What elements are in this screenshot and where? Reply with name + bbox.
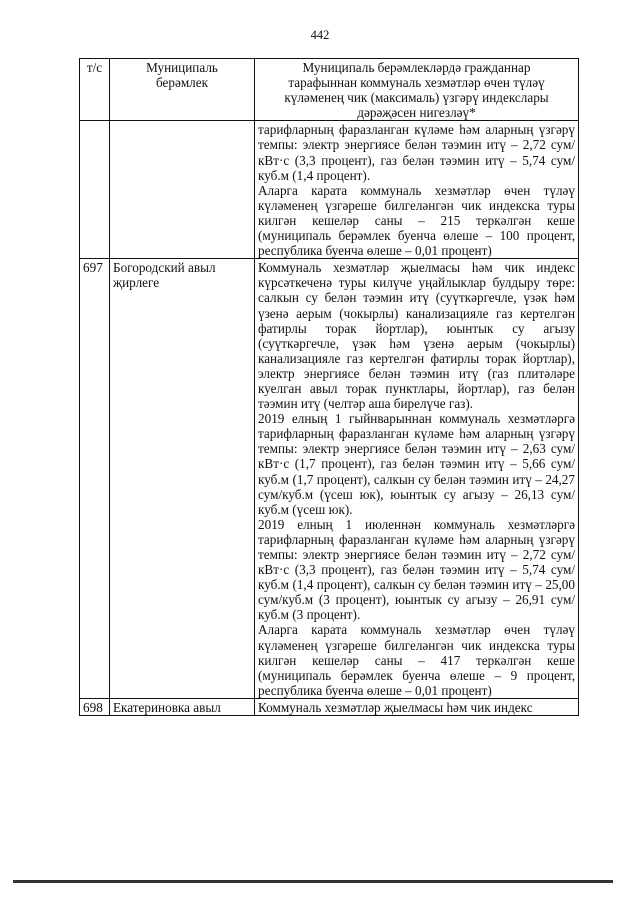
justification-paragraph: 2019 елның 1 гыйнварыннан коммуналь хезмәтләргә тарифларның фаразланган күләме һәм аларның үзгәрү темпы: электр энергиясе белән тәэмин итү – 2,63 сум/кВт·с (1,7 процент), газ белән тәэмин итү – 5,66 сум/куб.м (1,7 процент), салкын су белән тәэмин итү – 24,27 сум/куб.м (үсеш юк), юынтык су агызу – 26,13 сум/куб.м (үсеш юк).	[258, 411, 575, 517]
row-municipality	[110, 121, 255, 259]
justification-paragraph: Аларга карата коммуналь хезмәтләр өчен түләү күләменең үзгәреше билгеләнгән чик индекска туры килгән кешеләр саны – 215 теркәлгән кеше (муниципаль берәмлек буенча өлеше – 100 процент, республика буенча өлеше – 0,01 процент)	[258, 182, 575, 259]
header-justification: Муниципаль берәмлекләрдә гражданнар тарафыннан коммуналь хезмәтләр өчен түләү күләменең чик (максималь) үзгәрү индекслары дәрәҗәсен нигезләү*	[255, 59, 579, 121]
row-justification	[255, 698, 579, 715]
tariff-table	[79, 58, 579, 716]
table-body	[80, 121, 579, 716]
row-number: 698	[80, 698, 110, 715]
justification-paragraph: Коммуналь хезмәтләр җыелмасы һәм чик индекс	[258, 699, 533, 715]
header-municipality: Муниципаль берәмлек	[110, 59, 255, 121]
row-municipality: Богородский авыл җирлеге	[110, 259, 255, 699]
justification-paragraph: Коммуналь хезмәтләр җыелмасы һәм чик индекс күрсәткеченә туры килүче уңайлыклар булдыру төре: салкын су белән тәэмин итү (суүткәргечле, үзәк һәм үзенә аерым (чокырлы) канализацияле газ кертелгән фатирлы торак йортлар), юынтык су агызу (суүткәргечле, үзәк һәм үзенә аерым (чокырлы) канализацияле газ кертелгән фатирлы торак йортлар), электр энергиясе белән тәэмин итү (газ плитәләре куелган авыл торак пунктлары, йортлар), газ белән тәэмин итү (челтәр аша бирелүче газ).	[258, 260, 575, 412]
bottom-rule	[13, 880, 613, 883]
table-row	[80, 259, 579, 699]
justification-paragraph: 2019 елның 1 июленнән коммуналь хезмәтләргә тарифларның фаразланган күләме һәм аларның үзгәрү темпы: электр энергиясе белән тәэмин итү – 2,72 сум/кВт·с (3,3 процент), газ белән тәэмин итү – 5,74 сум/куб.м (1,4 процент), салкын су белән тәэмин итү – 25,00 сум/куб.м (3 процент), юынтык су агызу – 26,91 сум/куб.м (3 процент).	[258, 516, 575, 623]
row-number: 697	[80, 259, 110, 699]
header-number: т/с	[80, 59, 110, 121]
page-number: 442	[310, 28, 330, 42]
row-justification	[255, 121, 579, 259]
justification-paragraph: тарифларның фаразланган күләме һәм аларның үзгәрү темпы: электр энергиясе белән тәэмин итү – 2,72 сум/кВт·с (3,3 процент), газ белән тәэмин итү – 5,74 сум/куб.м (1,4 процент).	[258, 122, 575, 183]
justification-paragraph: Аларга карата коммуналь хезмәтләр өчен түләү күләменең үзгәреше билгеләнгән чик индекска туры килгән кешеләр саны – 417 теркәлгән кеше (муниципаль берәмлек буенча өлеше – 9 процент, республика буенча өлеше – 0,01 процент)	[258, 622, 575, 698]
row-municipality: Екатериновка авыл	[110, 698, 255, 715]
table-row	[80, 121, 579, 259]
table-header-row	[80, 59, 579, 121]
row-number	[80, 121, 110, 259]
table-row	[80, 698, 579, 715]
row-justification	[255, 259, 579, 699]
